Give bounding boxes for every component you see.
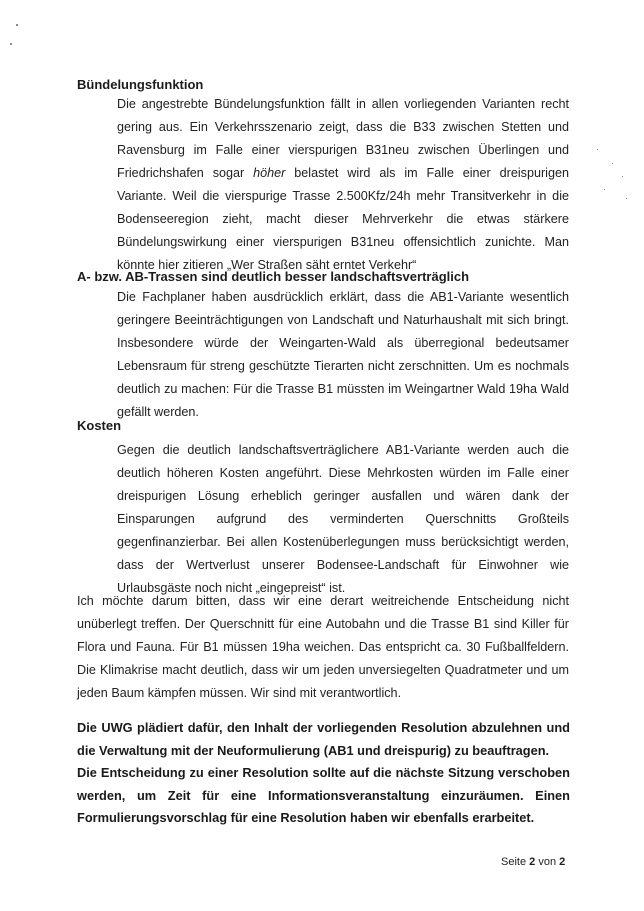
scan-speck	[604, 189, 605, 190]
page-current: 2	[529, 856, 536, 868]
scan-speck	[622, 176, 623, 177]
page-label: Seite	[501, 856, 527, 868]
body-text: belastet wird als im Falle einer dreispurigen Variante. Weil die vierspurige Trasse 2.500Kfz/24h mehr Transitverkehr in die Bodenseeregion zieht, macht dieser Mehrverkehr die etwas stärkere Bündelungswirkung einer vierspurigen B31neu offensichtlich zunichte. Man könnte hier zitieren „Wer Straßen säht erntet Verkehr“	[117, 166, 569, 272]
section-heading-buendelung: Bündelungsfunktion	[77, 77, 204, 92]
conclusion-line-2: Die Entscheidung zu einer Resolution sollte auf die nächste Sitzung verschoben werden, um Zeit für eine Informationsveranstaltung einzuräumen. Einen Formulierungsvorschlag für eine Resolution haben wir ebenfalls erarbeitet.	[77, 765, 570, 825]
section-heading-trassen: A- bzw. AB-Trassen sind deutlich besser landschaftsverträglich	[77, 269, 470, 284]
conclusion-line-1: Die UWG plädiert dafür, den Inhalt der vorliegenden Resolution abzulehnen und die Verwaltung mit der Neuformulierung (AB1 und dreispurig) zu beauftragen.	[77, 720, 570, 758]
page-number	[501, 856, 565, 868]
appeal-paragraph: Ich möchte darum bitten, dass wir eine derart weitreichende Entscheidung nicht unüberlegt treffen. Der Querschnitt für eine Autobahn und die Trasse B1 sind Killer für Flora und Fauna. Für B1 müssen 19ha weichen. Das entspricht ca. 30 Fußballfeldern. Die Klimakrise macht deutlich, dass wir um jeden unversiegelten Quadratmeter und um jeden Baum kämpfen müssen. Wir sind mit verantwortlich.	[77, 594, 569, 700]
scan-speck	[10, 43, 12, 45]
section-body-trassen: Die Fachplaner haben ausdrücklich erklärt, dass die AB1-Variante wesentlich geringere Beeinträchtigungen von Landschaft und Naturhaushalt mit sich bringt. Insbesondere würde der Weingarten-Wald als überregional bedeutsamer Lebensraum für streng geschützte Tierarten nicht zerschnitten. Um es nochmals deutlich zu machen: Für die Trasse B1 müssten im Weingartner Wald 19ha Wald gefällt werden.	[117, 290, 569, 419]
scan-speck	[16, 24, 18, 26]
page-of: von	[538, 856, 557, 868]
scan-speck	[597, 149, 598, 150]
emphasis-text: höher	[253, 166, 286, 180]
scan-speck	[626, 198, 627, 199]
conclusion-block	[77, 717, 570, 830]
body-text: Die angestrebte Bündelungsfunktion fällt in allen vorliegenden Varianten recht gering aus. Ein Verkehrsszenario zeigt, dass die B33 zwischen Stetten und Ravensburg im Falle einer vierspurigen B31neu zwischen Überlingen und Friedrichshafen sogar	[117, 97, 569, 180]
page-total: 2	[559, 856, 566, 868]
scan-speck	[612, 163, 613, 164]
section-heading-kosten: Kosten	[77, 418, 122, 433]
section-body-kosten: Gegen die deutlich landschaftsverträglichere AB1-Variante werden auch die deutlich höheren Kosten angeführt. Diese Mehrkosten würden im Falle einer dreispurigen Lösung erheblich geringer ausfallen und wären dank der Einsparungen aufgrund des verminderten Querschnitts Großteils gegenfinanzierbar. Bei allen Kostenüberlegungen muss berücksichtigt werden, dass der Wertverlust unserer Bodensee-Landschaft für Einwohner wie Urlaubsgäste noch nicht „eingepreist“ ist.	[117, 443, 569, 595]
section-body-buendelung	[117, 93, 569, 277]
